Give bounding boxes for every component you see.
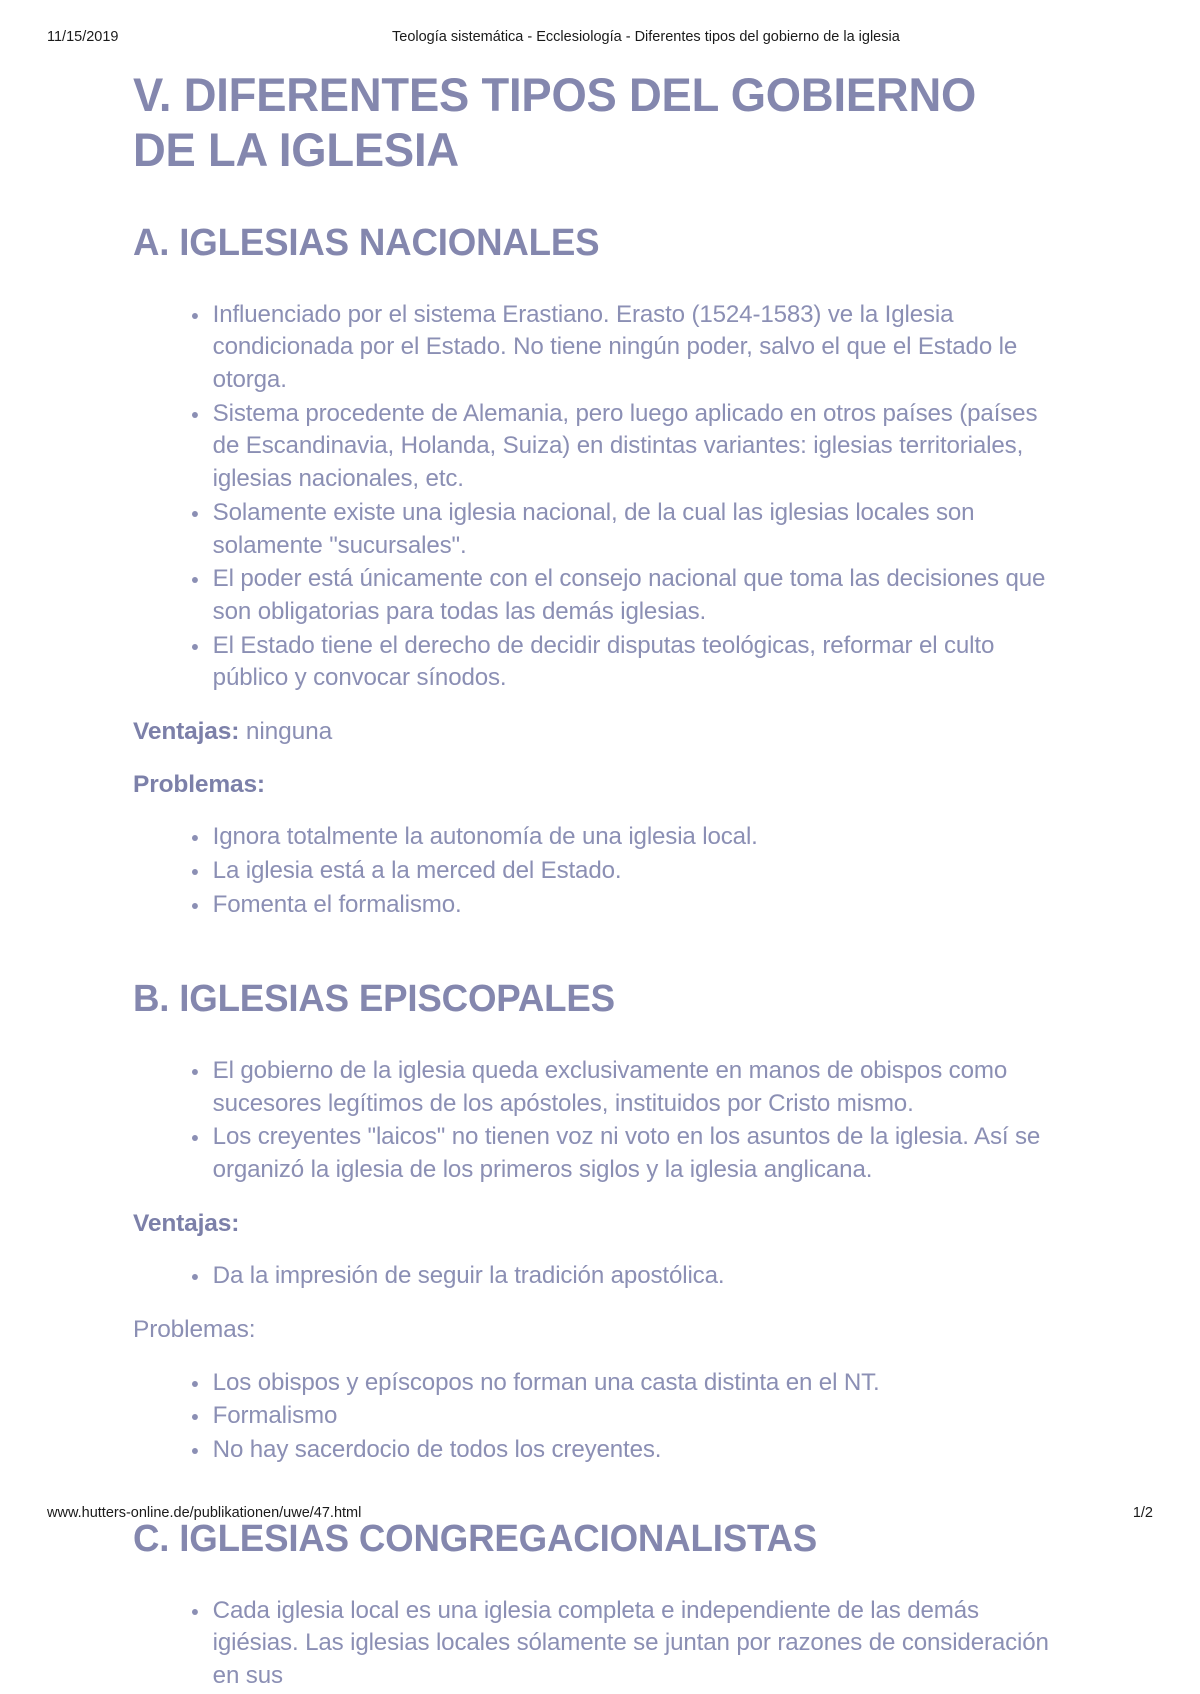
section-c-bullets [133,1595,1073,1693]
list-item: Fomenta el formalismo. [191,889,1060,922]
list-item: Los obispos y epíscopos no forman una casta distinta en el NT. [191,1367,1060,1400]
list-item: No hay sacerdocio de todos los creyentes. [191,1434,1060,1467]
section-a-problemas [133,769,1073,802]
problemas-label: Problemas: [133,1316,256,1344]
spacer [133,1240,1073,1260]
spacer [133,1188,1073,1208]
list-item: Solamente existe una iglesia nacional, de la cual las iglesias locales son solamente "sucursales". [191,497,1060,562]
list-item: Formalismo [191,1400,1060,1433]
list-item: Da la impresión de seguir la tradición apostólica. [191,1260,1060,1293]
section-heading-a: A. IGLESIAS NACIONALES [133,221,600,264]
page-title: V. DIFERENTES TIPOS DEL GOBIERNO DE LA IGLESIA [133,68,977,176]
section-b-ventajas-bullets [133,1260,1073,1293]
list-item: La iglesia está a la merced del Estado. [191,855,1060,888]
section-b-ventajas [133,1208,1073,1241]
print-date: 11/15/2019 [47,29,119,45]
section-a-problemas-bullets [133,821,1073,921]
print-footer [0,1505,1200,1527]
spacer [133,1347,1073,1367]
spacer [133,696,1073,716]
spacer [133,922,1073,978]
spacer [133,1294,1073,1314]
section-a-bullets [133,299,1073,695]
spacer [133,749,1073,769]
ventajas-label: Ventajas: [133,1209,240,1237]
print-header [0,26,1200,48]
source-url: www.hutters-online.de/publikationen/uwe/47.html [47,1505,362,1521]
list-item: El gobierno de la iglesia queda exclusivamente en manos de obispos como sucesores legítimos de los apóstoles, instituidos por Cristo mismo. [191,1055,1060,1120]
section-a-ventajas [133,716,1073,749]
ventajas-label: Ventajas: [133,718,240,746]
section-heading-b: B. IGLESIAS EPISCOPALES [133,978,615,1021]
print-header-title: Teología sistemática - Ecclesiología - Diferentes tipos del gobierno de la iglesia [392,29,900,45]
problemas-label: Problemas: [133,770,265,798]
spacer [133,266,1073,299]
section-b-problemas [133,1314,1073,1347]
list-item: Los creyentes "laicos" no tienen voz ni voto en los asuntos de la iglesia. Así se organizó la iglesia de los primeros siglos y la iglesia anglicana. [191,1121,1060,1186]
list-item: Ignora totalmente la autonomía de una iglesia local. [191,821,1060,854]
ventajas-value: ninguna [239,718,333,746]
list-item: El Estado tiene el derecho de decidir disputas teológicas, reformar el culto público y convocar sínodos. [191,630,1060,695]
section-heading-c: C. IGLESIAS CONGREGACIONALISTAS [133,1517,818,1560]
page-number: 1/2 [1132,1505,1153,1521]
spacer [133,1562,1073,1595]
spacer [133,1022,1073,1055]
list-item: Influenciado por el sistema Erastiano. Erasto (1524-1583) ve la Iglesia condicionada por el Estado. No tiene ningún poder, salvo el que el Estado le otorga. [191,299,1060,397]
section-b-problemas-bullets [133,1367,1073,1467]
list-item: El poder está únicamente con el consejo nacional que toma las decisiones que son obligatorias para todas las demás iglesias. [191,563,1060,628]
spacer [133,801,1073,821]
list-item: Sistema procedente de Alemania, pero luego aplicado en otros países (países de Escandinavia, Holanda, Suiza) en distintas variantes: iglesias territoriales, iglesias nacionales, etc. [191,398,1060,496]
list-item: Cada iglesia local es una iglesia completa e independiente de las demás igiésias. Las iglesias locales sólamente se juntan por razones de consideración en sus [191,1595,1060,1693]
spacer [133,178,1073,222]
document-content [133,68,1073,1694]
section-b-bullets [133,1055,1073,1187]
